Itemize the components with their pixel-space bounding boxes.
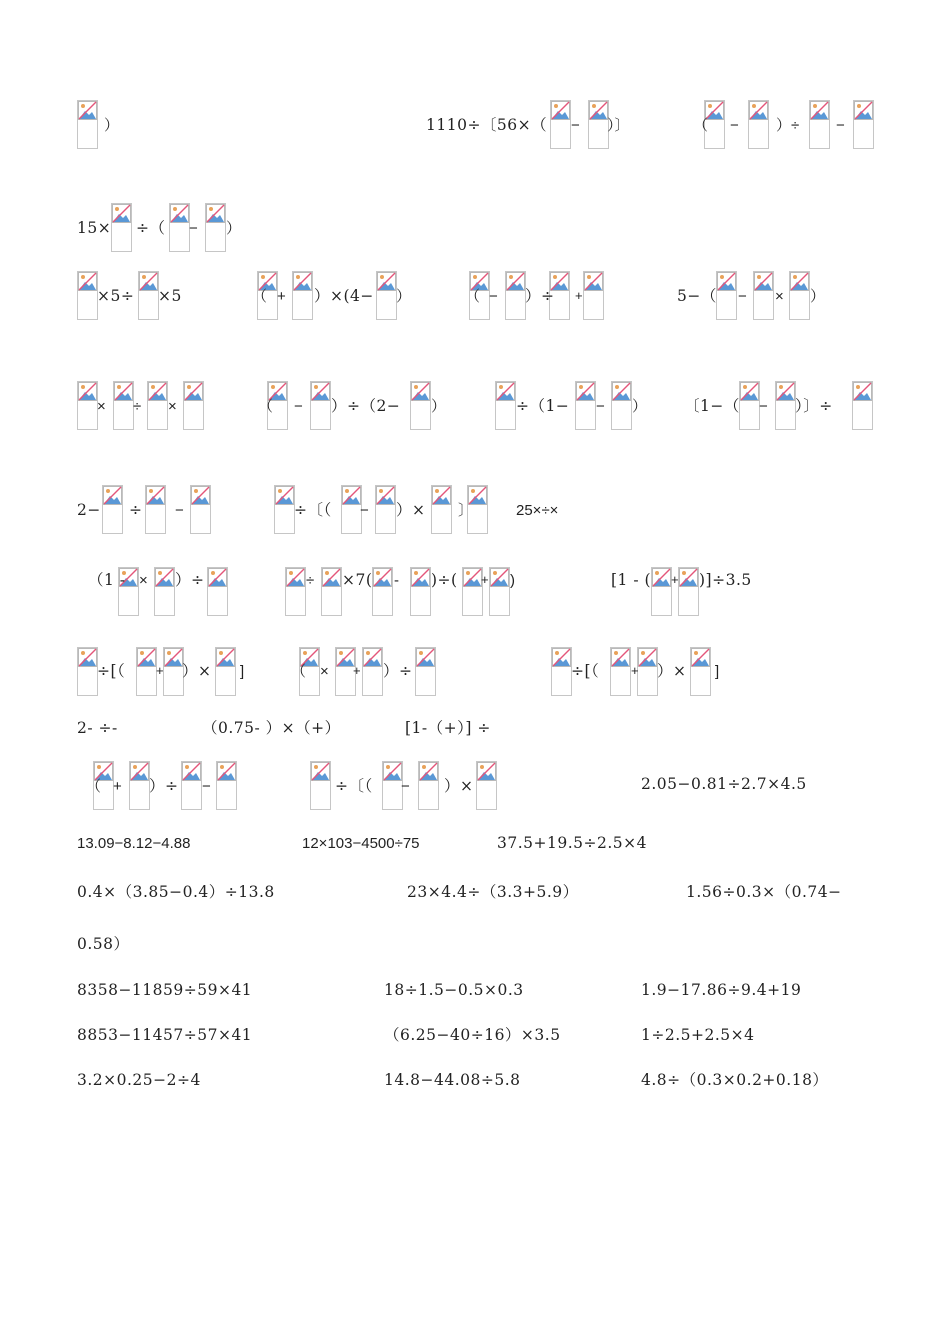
math-expression-text: )÷(: [431, 571, 458, 589]
math-expression-text: [1-（+）] ÷: [405, 719, 491, 737]
math-expression-text: ÷〔（: [294, 501, 332, 519]
math-expression-text: ）÷: [776, 117, 800, 134]
broken-image-icon: [739, 381, 760, 430]
math-expression-text: 8358−11859÷59×41: [77, 981, 253, 999]
math-expression-text: 0.4×（3.85−0.4）÷13.8: [77, 883, 275, 901]
math-expression-text: ）×(4−: [314, 287, 374, 305]
math-expression-text: −: [489, 288, 498, 305]
math-expression-text: （: [291, 663, 307, 680]
math-expression-text: ]: [240, 663, 245, 680]
broken-image-icon: [418, 761, 439, 810]
broken-image-icon: [310, 761, 331, 810]
math-expression-text: ）: [226, 220, 242, 237]
math-expression-text: 12×103−4500÷75: [302, 835, 420, 852]
broken-image-icon: [205, 203, 226, 252]
math-expression-text: 2.05−0.81÷2.7×4.5: [641, 775, 807, 793]
math-expression-text: （6.25−40÷16）×3.5: [384, 1026, 561, 1044]
broken-image-icon: [610, 647, 631, 696]
math-expression-text: （: [465, 288, 481, 305]
broken-image-icon: [690, 647, 711, 696]
broken-image-icon: [775, 381, 796, 430]
broken-image-icon: [145, 485, 166, 534]
math-expression-text: −: [836, 117, 845, 134]
math-expression-text: 13.09−8.12−4.88: [77, 835, 191, 852]
broken-image-icon: [809, 100, 830, 149]
math-expression-text: （0.75- ）×（+）: [202, 719, 341, 737]
broken-image-icon: [637, 647, 658, 696]
broken-image-icon: [138, 271, 159, 320]
math-expression-text: 15×: [77, 219, 112, 237]
math-expression-text: ）: [431, 398, 447, 415]
math-expression-text: ）: [104, 117, 120, 134]
math-expression-text: （: [693, 117, 709, 134]
math-expression-text: −: [189, 220, 198, 237]
math-expression-text: ）: [632, 398, 648, 415]
broken-image-icon: [551, 647, 572, 696]
math-expression-text: ×: [139, 572, 148, 589]
math-expression-text: ×5: [158, 287, 182, 305]
broken-image-icon: [716, 271, 737, 320]
math-expression-text: −: [175, 502, 184, 519]
math-expression-text: ×: [320, 663, 329, 680]
math-expression-text: ）÷: [525, 287, 555, 305]
math-expression-text: ÷（1−: [516, 397, 570, 415]
broken-image-icon: [169, 203, 190, 252]
math-expression-text: −: [759, 398, 768, 415]
broken-image-icon: [154, 567, 175, 616]
broken-image-icon: [77, 381, 98, 430]
broken-image-icon: [207, 567, 228, 616]
broken-image-icon: [678, 567, 699, 616]
math-expression-text: 18÷1.5−0.5×0.3: [384, 981, 524, 999]
broken-image-icon: [292, 271, 313, 320]
broken-image-icon: [341, 485, 362, 534]
math-expression-text: [1 - (: [611, 571, 652, 589]
math-expression-text: +: [156, 663, 164, 678]
math-expression-text: 5−（: [677, 287, 717, 305]
broken-image-icon: [611, 381, 632, 430]
math-expression-text: 37.5+19.5÷2.5×4: [497, 834, 647, 852]
math-expression-text: ）×: [182, 662, 212, 680]
math-expression-text: 8853−11457÷57×41: [77, 1026, 253, 1044]
broken-image-icon: [415, 647, 436, 696]
math-expression-text: 〕: [458, 502, 474, 519]
broken-image-icon: [102, 485, 123, 534]
math-expression-text: ）: [810, 288, 826, 305]
broken-image-icon: [753, 271, 774, 320]
math-expression-text: 2−: [77, 501, 101, 519]
broken-image-icon: [588, 100, 609, 149]
math-expression-text: ）÷: [175, 571, 205, 589]
math-expression-text: ÷[（: [571, 662, 600, 680]
math-expression-text: ）÷（2−: [331, 397, 401, 415]
math-expression-text: 2- ÷-: [77, 719, 118, 737]
broken-image-icon: [431, 485, 452, 534]
broken-image-icon: [215, 647, 236, 696]
broken-image-icon: [113, 381, 134, 430]
broken-image-icon: [183, 381, 204, 430]
math-expression-text: ）÷: [149, 777, 179, 795]
broken-image-icon: [216, 761, 237, 810]
broken-image-icon: [372, 567, 393, 616]
math-expression-text: +: [277, 288, 286, 305]
math-expression-text: ）×: [396, 501, 426, 519]
math-expression-text: ]: [715, 663, 720, 680]
math-expression-text: ×5÷: [97, 287, 135, 305]
math-expression-text: 1.56÷0.3×（0.74−: [686, 883, 842, 901]
broken-image-icon: [190, 485, 211, 534]
math-expression-text: 3.2×0.25−2÷4: [77, 1071, 201, 1089]
broken-image-icon: [77, 100, 98, 149]
broken-image-icon: [550, 100, 571, 149]
broken-image-icon: [77, 647, 98, 696]
broken-image-icon: [852, 381, 873, 430]
math-expression-text: −: [360, 502, 369, 519]
math-expression-text: 4.8÷（0.3×0.2+0.18）: [641, 1071, 829, 1089]
math-expression-text: 0.58）: [77, 935, 130, 953]
math-expression-text: −: [730, 117, 739, 134]
broken-image-icon: [853, 100, 874, 149]
math-expression-text: +: [481, 572, 489, 587]
broken-image-icon: [181, 761, 202, 810]
math-expression-text: ÷[（: [97, 662, 126, 680]
math-expression-text: -: [394, 572, 399, 589]
math-expression-text: ）×: [444, 777, 474, 795]
broken-image-icon: [375, 485, 396, 534]
math-expression-text: +: [575, 288, 583, 303]
math-expression-text: ×: [775, 288, 784, 305]
broken-image-icon: [382, 761, 403, 810]
math-expression-text: ÷: [306, 572, 315, 589]
math-expression-text: −: [202, 778, 211, 795]
math-expression-text: ）: [396, 288, 412, 305]
math-expression-text: −: [571, 117, 580, 134]
math-expression-text: ÷〔（: [335, 777, 373, 795]
broken-image-icon: [505, 271, 526, 320]
math-expression-text: ）÷: [383, 662, 413, 680]
broken-image-icon: [410, 381, 431, 430]
math-expression-text: ）〕: [607, 117, 630, 134]
math-expression-text: ×: [168, 398, 177, 415]
math-expression-text: )]÷3.5: [699, 571, 752, 589]
math-expression-text: −: [294, 398, 303, 415]
math-expression-text: +: [671, 572, 679, 587]
broken-image-icon: [285, 567, 306, 616]
math-expression-text: ）×: [657, 662, 687, 680]
math-expression-text: 25×÷×: [516, 502, 559, 519]
broken-image-icon: [321, 567, 342, 616]
broken-image-icon: [462, 567, 483, 616]
math-expression-text: ÷: [133, 398, 142, 415]
broken-image-icon: [495, 381, 516, 430]
math-expression-text: −: [738, 288, 747, 305]
math-expression-text: 23×4.4÷（3.3+5.9）: [407, 883, 579, 901]
broken-image-icon: [575, 381, 596, 430]
math-expression-text: ×: [97, 398, 106, 415]
broken-image-icon: [362, 647, 383, 696]
broken-image-icon: [489, 567, 510, 616]
math-expression-text: 1÷2.5+2.5×4: [641, 1026, 755, 1044]
broken-image-icon: [583, 271, 604, 320]
math-expression-text: +: [353, 663, 361, 678]
math-expression-text: −: [401, 778, 410, 795]
math-expression-text: +: [631, 663, 639, 678]
math-expression-text: ÷: [129, 501, 143, 519]
math-expression-text: −: [596, 398, 605, 415]
broken-image-icon: [310, 381, 331, 430]
broken-image-icon: [410, 567, 431, 616]
broken-image-icon: [789, 271, 810, 320]
math-expression-text: ): [510, 572, 515, 589]
math-expression-text: （1 -: [88, 571, 126, 589]
math-expression-text: 1.9−17.86÷9.4+19: [641, 981, 802, 999]
broken-image-icon: [111, 203, 132, 252]
broken-image-icon: [129, 761, 150, 810]
math-expression-text: ）〕÷: [795, 397, 833, 415]
math-expression-text: （: [86, 778, 102, 795]
math-expression-text: 〔1−（: [684, 397, 740, 415]
broken-image-icon: [476, 761, 497, 810]
broken-image-icon: [376, 271, 397, 320]
math-expression-text: +: [113, 778, 122, 795]
math-expression-text: 14.8−44.08÷5.8: [384, 1071, 521, 1089]
broken-image-icon: [274, 485, 295, 534]
broken-image-icon: [748, 100, 769, 149]
math-expression-text: ÷（: [136, 219, 166, 237]
math-expression-text: ×7(: [342, 571, 373, 589]
broken-image-icon: [163, 647, 184, 696]
broken-image-icon: [651, 567, 672, 616]
math-expression-text: 1110÷〔56×（: [426, 116, 548, 134]
broken-image-icon: [77, 271, 98, 320]
broken-image-icon: [136, 647, 157, 696]
broken-image-icon: [147, 381, 168, 430]
math-expression-text: （: [258, 398, 274, 415]
math-expression-text: （: [252, 288, 268, 305]
